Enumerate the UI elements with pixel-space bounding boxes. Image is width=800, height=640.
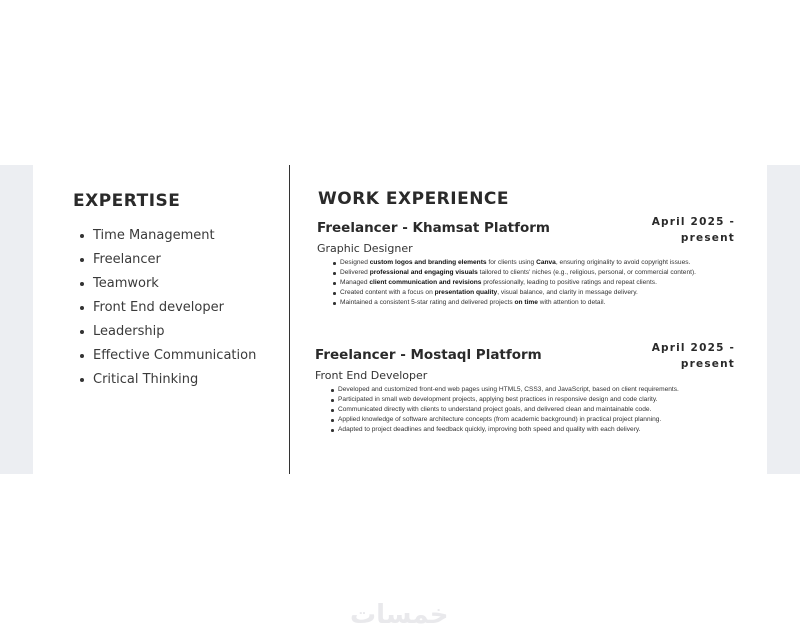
text-run: Delivered <box>340 269 370 276</box>
text-run: Managed <box>340 279 370 286</box>
text-run: Developed and customized front-end web pages using HTML5, CSS3, and JavaScript, based on client requirements. <box>338 386 679 393</box>
job-role: Front End Developer <box>315 369 428 382</box>
column-divider <box>289 165 290 474</box>
bold-text: Canva <box>536 259 556 266</box>
list-item: Time Management <box>80 226 256 250</box>
expertise-list <box>80 226 256 394</box>
site-watermark: خمسات <box>350 600 449 630</box>
list-item: Effective Communication <box>80 346 256 370</box>
list-item <box>333 258 747 268</box>
list-item <box>333 268 747 278</box>
text-run: , ensuring originality to avoid copyright issues. <box>555 259 691 266</box>
job-date-end: present <box>680 358 735 370</box>
list-item: Front End developer <box>80 298 256 322</box>
bold-text: professional and engaging visuals <box>369 269 478 276</box>
work-experience-heading: WORK EXPERIENCE <box>318 189 510 209</box>
text-run: for clients using <box>486 259 537 266</box>
job-date-khamsat <box>652 214 735 246</box>
text-run: with attention to detail. <box>537 299 606 306</box>
job-title: Freelancer - Mostaql Platform <box>315 347 542 363</box>
job-date-start: April 2025 - <box>651 216 735 228</box>
job-role: Graphic Designer <box>317 242 413 255</box>
text-run: Applied knowledge of software architecture concepts (from academic background) in practical project planning. <box>338 416 662 423</box>
list-item <box>333 278 747 288</box>
job-date-start: April 2025 - <box>651 342 735 354</box>
list-item <box>331 415 745 425</box>
list-item: Critical Thinking <box>80 370 256 394</box>
job-date-mostaql <box>652 340 735 372</box>
list-item <box>333 288 747 298</box>
text-run: Maintained a consistent 5-star rating and delivered projects <box>340 299 515 306</box>
job-bullets <box>315 385 745 435</box>
list-item <box>331 395 745 405</box>
text-run: Communicated directly with clients to understand project goals, and delivered clean and maintainable code. <box>338 406 652 413</box>
list-item <box>331 425 745 435</box>
list-item: Freelancer <box>80 250 256 274</box>
bold-text: presentation quality <box>434 289 498 296</box>
text-run: Participated in small web development projects, applying best practices in responsive design and code clarity. <box>338 396 658 403</box>
text-run: Designed <box>340 259 370 266</box>
text-run: tailored to clients' niches (e.g., religious, personal, or commercial content). <box>477 269 696 276</box>
list-item <box>333 298 747 308</box>
list-item <box>331 405 745 415</box>
text-run: Created content with a focus on <box>340 289 435 296</box>
job-bullets <box>317 258 747 308</box>
list-item: Teamwork <box>80 274 256 298</box>
bold-text: on time <box>514 299 538 306</box>
text-run: professionally, leading to positive ratings and repeat clients. <box>481 279 657 286</box>
expertise-heading: EXPERTISE <box>73 191 181 211</box>
bold-text: custom logos and branding elements <box>369 259 487 266</box>
list-item <box>331 385 745 395</box>
text-run: Adapted to project deadlines and feedback quickly, improving both speed and quality with each delivery. <box>338 426 641 433</box>
text-run: , visual balance, and clarity in message delivery. <box>497 289 638 296</box>
list-item: Leadership <box>80 322 256 346</box>
bold-text: client communication and revisions <box>369 279 482 286</box>
job-date-end: present <box>680 232 735 244</box>
job-title: Freelancer - Khamsat Platform <box>317 220 551 236</box>
